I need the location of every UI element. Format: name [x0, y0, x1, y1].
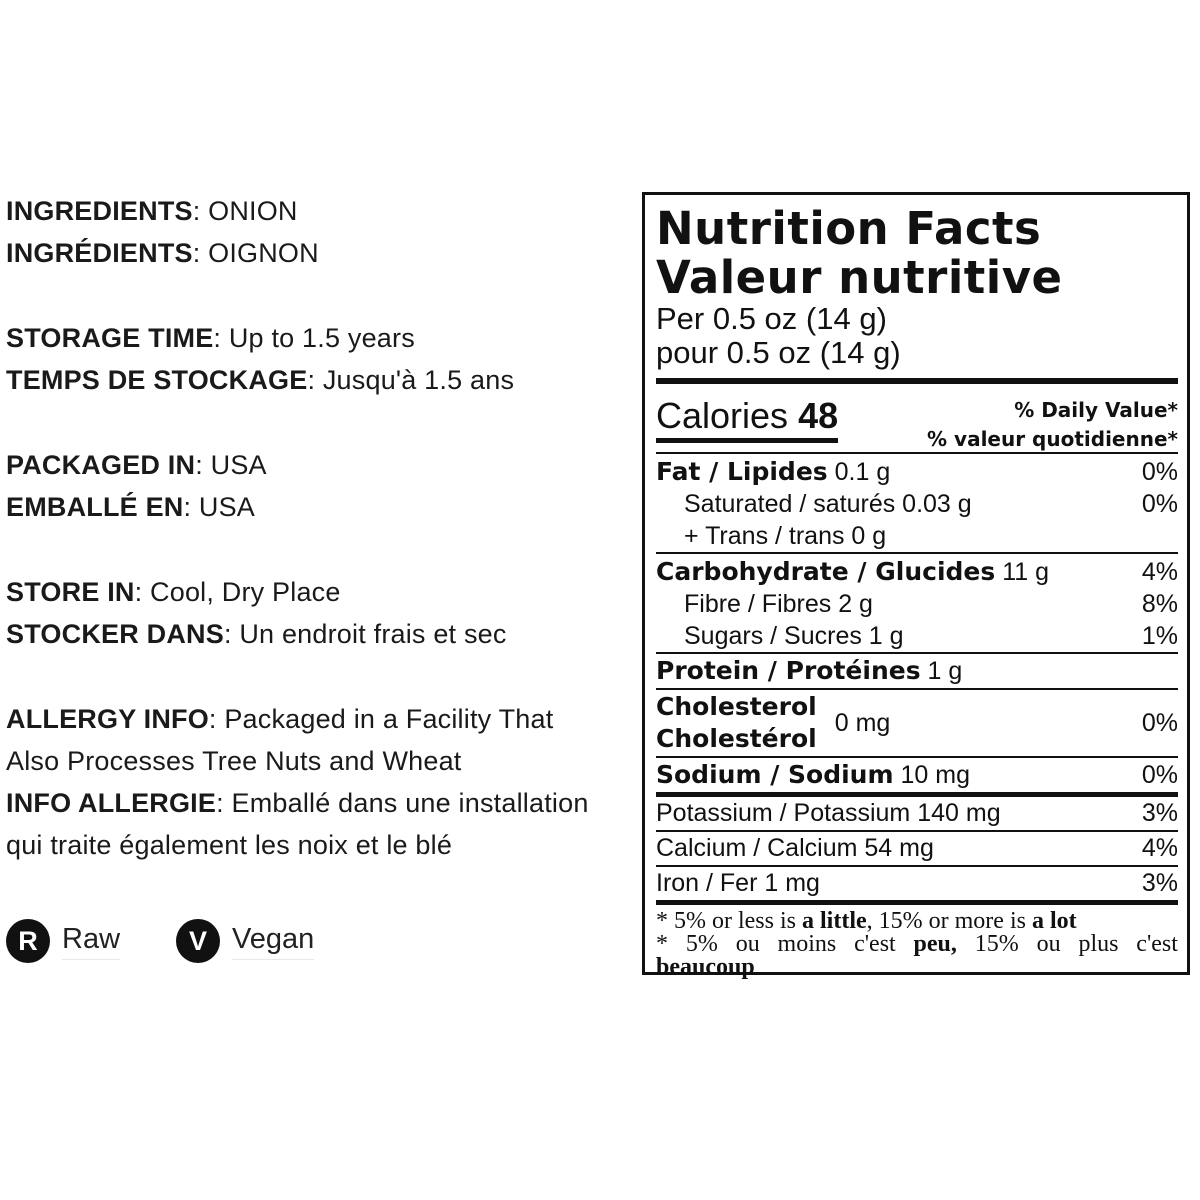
footnote-fr-word: 15%	[974, 931, 1019, 957]
fibre-pct: 8%	[1141, 590, 1178, 618]
carbohydrate-label: Carbohydrate / Glucides	[656, 557, 996, 586]
saturated-row	[656, 488, 1178, 520]
sodium-row	[656, 758, 1178, 792]
protein-row	[656, 654, 1178, 688]
allergy-en	[6, 698, 641, 740]
daily-value-header	[927, 396, 1178, 452]
product-info	[6, 190, 641, 866]
packaged-en-key: PACKAGED IN	[6, 450, 196, 480]
fibre-row	[656, 588, 1178, 620]
packaged-fr-key: EMBALLÉ EN	[6, 492, 184, 522]
saturated-pct: 0%	[1141, 490, 1178, 518]
protein-amount: 1 g	[927, 657, 963, 685]
packaged-en	[6, 444, 641, 486]
nutrition-title-fr: Valeur nutritive	[656, 251, 1063, 304]
potassium-pct: 3%	[1141, 799, 1178, 827]
calories-label: Calories	[656, 395, 789, 436]
footnote-en-text: * 5% or less is	[656, 908, 802, 934]
storage-fr-value: : Jusqu'à 1.5 ans	[307, 365, 515, 395]
footnote	[656, 910, 1178, 979]
iron-label: Iron / Fer 1 mg	[656, 869, 820, 897]
sodium-pct: 0%	[1141, 761, 1178, 789]
calories-row	[656, 384, 1178, 452]
store-en-key: STORE IN	[6, 577, 135, 607]
allergy-en-value: : Packaged in a Facility That	[208, 704, 554, 734]
storage-fr-key: TEMPS DE STOCKAGE	[6, 365, 308, 395]
calcium-label: Calcium / Calcium 54 mg	[656, 834, 934, 862]
iron-row	[656, 867, 1178, 900]
packaged-fr-value: : USA	[183, 492, 256, 522]
nutrition-title-en: Nutrition Facts	[656, 202, 1042, 255]
saturated-label: Saturated / saturés 0.03 g	[684, 490, 972, 518]
fibre-label: Fibre / Fibres 2 g	[684, 590, 873, 618]
cholesterol-label-en: Cholesterol	[656, 692, 817, 721]
potassium-label: Potassium / Potassium 140 mg	[656, 799, 1001, 827]
ingredients-fr	[6, 232, 641, 274]
storage-en	[6, 317, 641, 359]
raw-badge	[6, 919, 120, 963]
iron-pct: 3%	[1141, 869, 1178, 897]
protein-label: Protein / Protéines	[656, 656, 921, 685]
carbohydrate-amount: 11 g	[1002, 558, 1050, 586]
ingredients-fr-value: : OIGNON	[192, 238, 319, 268]
allergy-en-cont: Also Processes Tree Nuts and Wheat	[6, 746, 462, 776]
divider	[656, 900, 1178, 905]
sodium-label: Sodium / Sodium	[656, 760, 894, 789]
fat-row	[656, 456, 1178, 488]
footnote-fr-beaucoup: beaucoup	[656, 954, 755, 980]
storage-fr	[6, 359, 641, 401]
footnote-fr-peu: peu,	[913, 931, 957, 957]
footnote-fr-word: ou	[1036, 931, 1061, 957]
carbohydrate-row	[656, 555, 1178, 588]
store-fr	[6, 613, 641, 655]
fat-label: Fat / Lipides	[656, 457, 828, 486]
store-fr-key: STOCKER DANS	[6, 619, 224, 649]
vegan-icon: V	[176, 919, 220, 963]
footnote-fr-word: c'est	[854, 931, 896, 957]
store-fr-value: : Un endroit frais et sec	[223, 619, 507, 649]
footnote-fr-word: *	[656, 931, 668, 957]
allergy-fr-key: INFO ALLERGIE	[6, 788, 217, 818]
packaged-en-value: : USA	[195, 450, 267, 480]
cholesterol-label-fr: Cholestérol	[656, 724, 817, 753]
sugars-label: Sugars / Sucres 1 g	[684, 622, 904, 650]
calories-value: 48	[798, 395, 839, 436]
ingredients-en	[6, 190, 641, 232]
cholesterol-row	[656, 690, 1178, 756]
divider	[656, 552, 1178, 554]
fat-amount: 0.1 g	[834, 458, 891, 486]
footnote-fr-word: c'est	[1136, 931, 1178, 957]
footnote-en	[656, 910, 1178, 933]
serving-size-en: Per 0.5 oz (14 g)	[656, 301, 887, 336]
ingredients-en-key: INGREDIENTS	[6, 196, 193, 226]
calories	[656, 396, 838, 443]
daily-value-en: % Daily Value*	[1014, 398, 1178, 422]
footnote-fr-word: moins	[777, 931, 837, 957]
footnote-fr-end	[656, 956, 1178, 979]
trans-row	[656, 520, 1178, 552]
nutrition-facts-table	[642, 192, 1190, 980]
raw-icon: R	[6, 919, 50, 963]
diet-badges	[6, 918, 370, 964]
allergy-en-key: ALLERGY INFO	[6, 704, 209, 734]
raw-label: Raw	[62, 923, 120, 960]
allergy-fr-value: : Emballé dans une installation	[216, 788, 589, 818]
footnote-fr-word: ou	[735, 931, 760, 957]
allergy-fr	[6, 782, 641, 824]
footnote-fr	[656, 933, 1178, 956]
fat-pct: 0%	[1141, 458, 1178, 486]
footnote-en-text: , 15% or more is	[866, 908, 1032, 934]
storage-en-value: : Up to 1.5 years	[213, 323, 415, 353]
storage-en-key: STORAGE TIME	[6, 323, 214, 353]
cholesterol-amount: 0 mg	[834, 708, 891, 737]
sugars-pct: 1%	[1141, 622, 1178, 650]
calcium-row	[656, 832, 1178, 865]
sugars-row	[656, 620, 1178, 652]
potassium-row	[656, 797, 1178, 830]
serving-size-fr: pour 0.5 oz (14 g)	[656, 335, 901, 370]
allergy-fr-cont: qui traite également les noix et le blé	[6, 830, 453, 860]
store-en-value: : Cool, Dry Place	[134, 577, 341, 607]
trans-label: + Trans / trans 0 g	[684, 522, 887, 550]
ingredients-fr-key: INGRÉDIENTS	[6, 238, 193, 268]
footnote-fr-word: plus	[1078, 931, 1119, 957]
carbohydrate-pct: 4%	[1141, 558, 1178, 586]
store-en	[6, 571, 641, 613]
footnote-en-little: a little	[802, 908, 867, 934]
ingredients-en-value: : ONION	[192, 196, 298, 226]
footnote-en-lot: a lot	[1031, 908, 1077, 934]
vegan-label: Vegan	[232, 923, 314, 960]
sodium-amount: 10 mg	[900, 761, 970, 789]
packaged-fr	[6, 486, 641, 528]
cholesterol-pct: 0%	[1141, 708, 1178, 737]
vegan-badge	[176, 919, 314, 963]
footnote-fr-word: 5%	[685, 931, 718, 957]
daily-value-fr: % valeur quotidienne*	[927, 427, 1178, 451]
calcium-pct: 4%	[1141, 834, 1178, 862]
